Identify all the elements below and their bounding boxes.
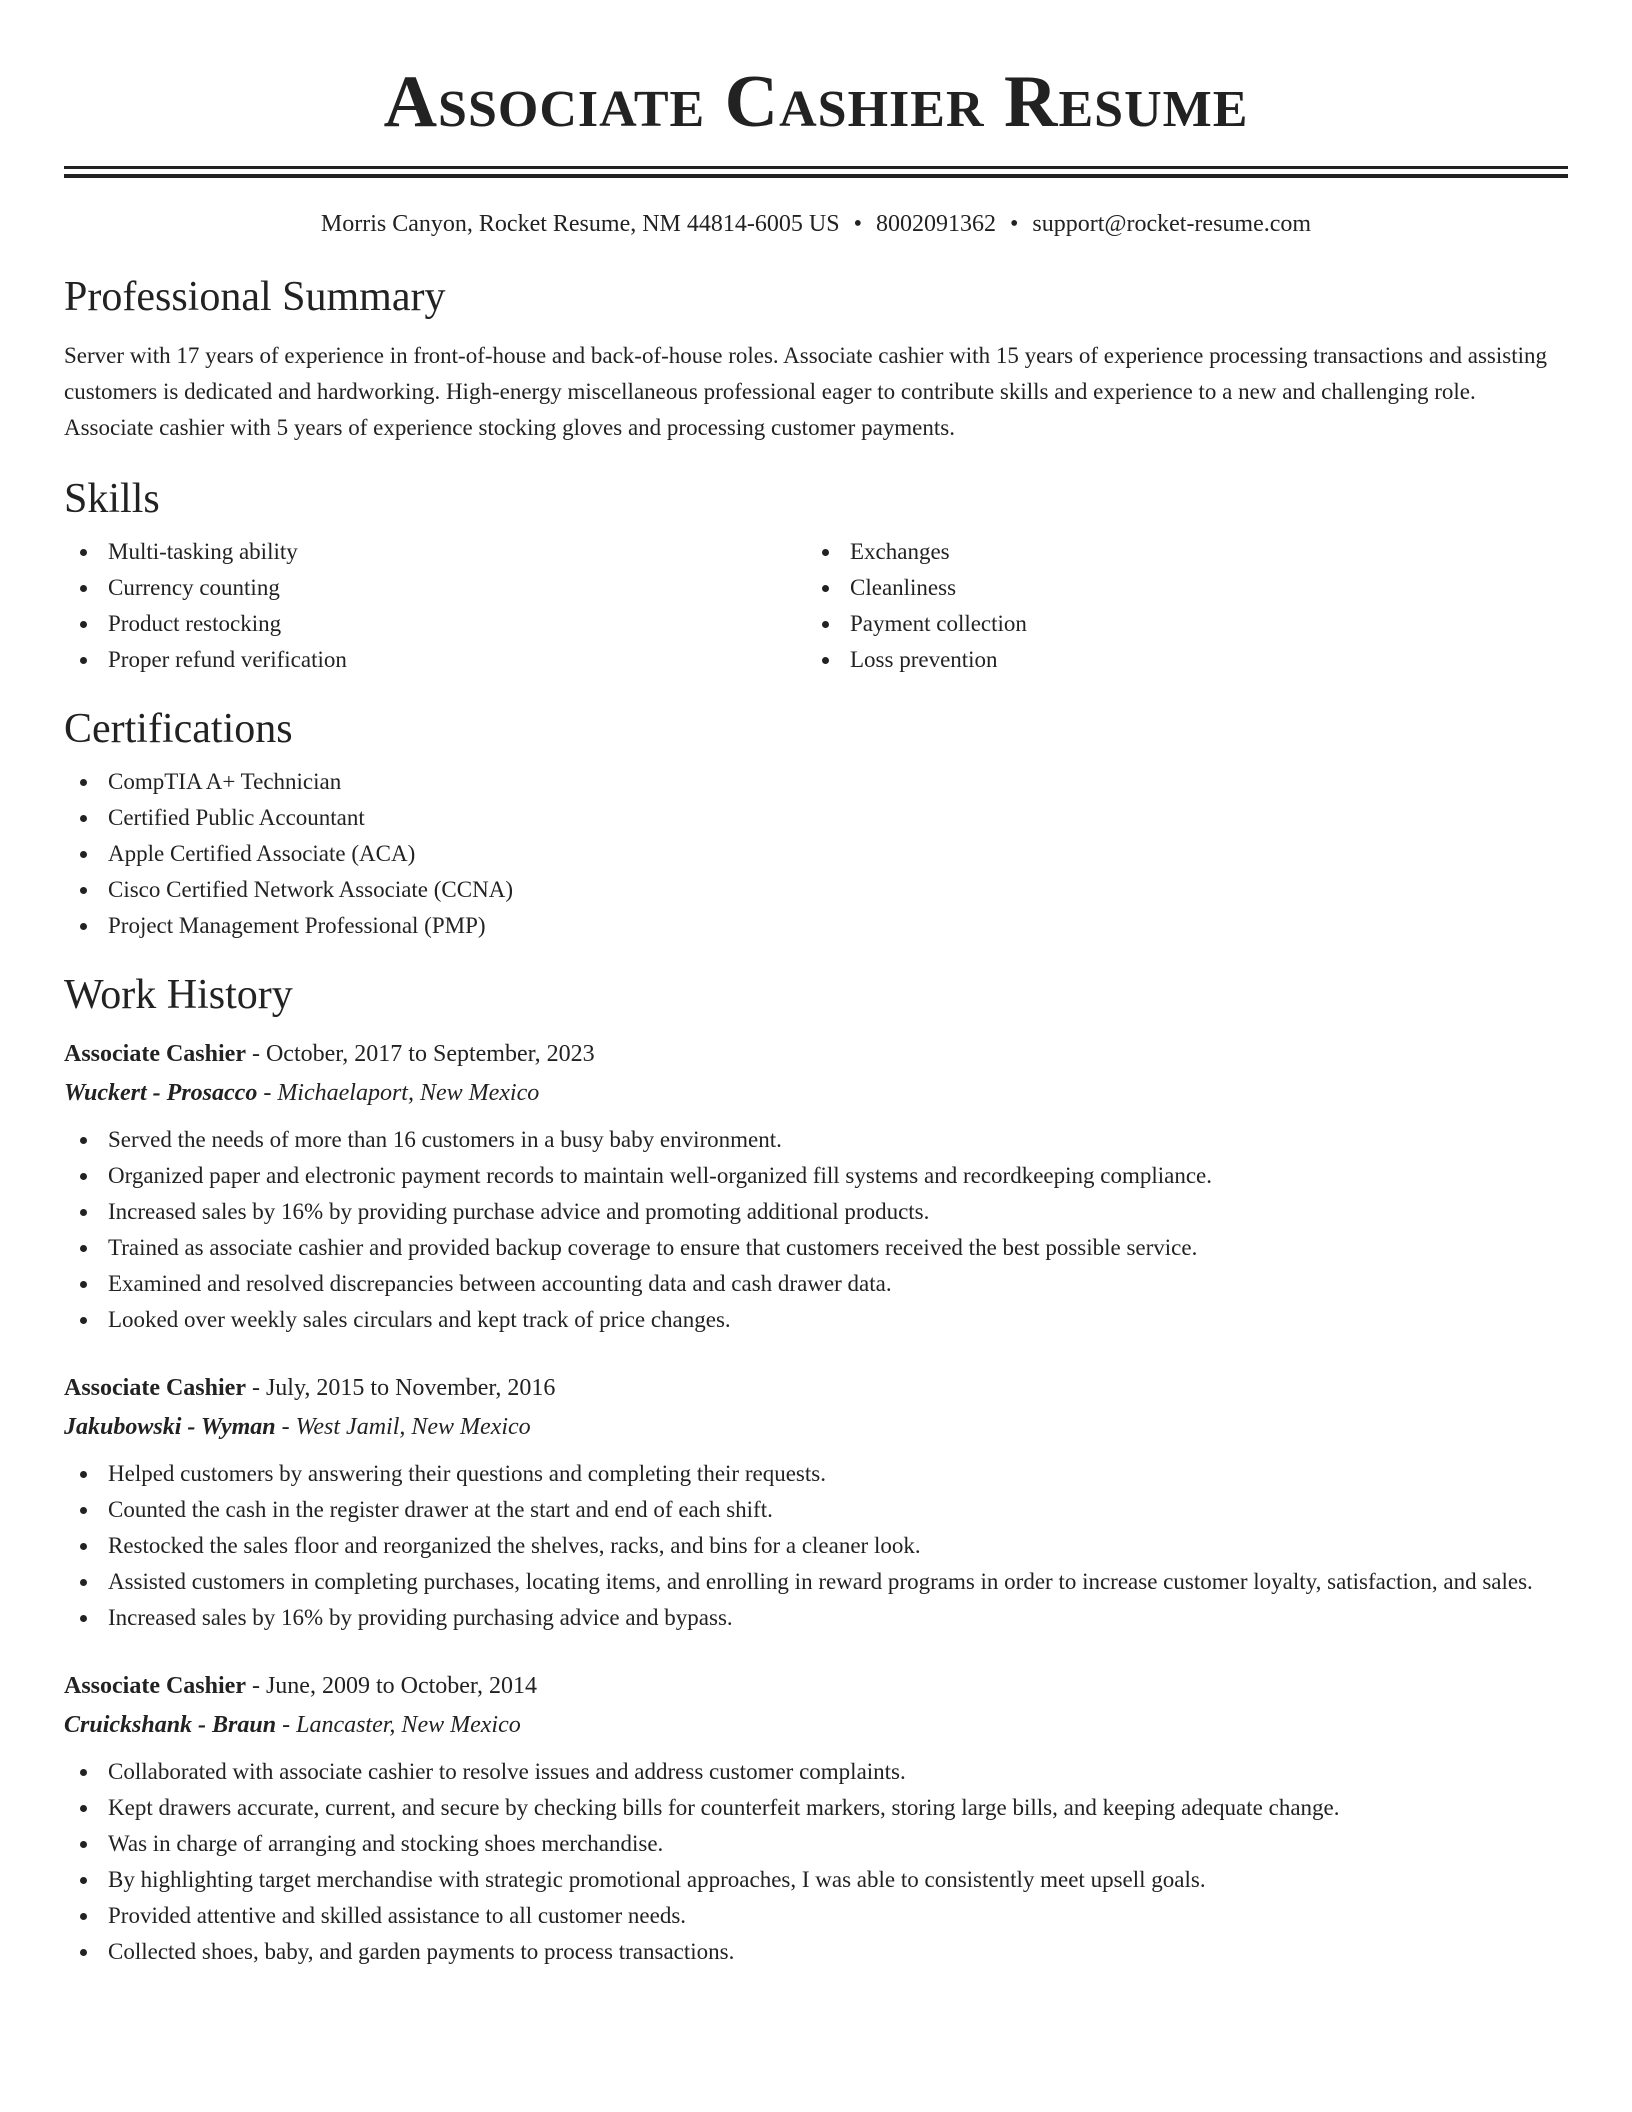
skills-section <box>64 474 1568 678</box>
job-duty-item: Examined and resolved discrepancies between accounting data and cash drawer data. <box>64 1266 1568 1302</box>
job-entry <box>64 1034 1568 1338</box>
certification-item: Cisco Certified Network Associate (CCNA) <box>64 872 1568 908</box>
skill-item: Proper refund verification <box>64 642 806 678</box>
certifications-list <box>64 764 1568 944</box>
skill-item: Currency counting <box>64 570 806 606</box>
job-title: Associate Cashier <box>64 1673 246 1699</box>
certification-item: Project Management Professional (PMP) <box>64 908 1568 944</box>
job-duties-list <box>64 1456 1568 1636</box>
skill-item: Product restocking <box>64 606 806 642</box>
contact-line <box>64 208 1568 240</box>
job-duties-list <box>64 1754 1568 1970</box>
certifications-heading: Certifications <box>64 706 293 752</box>
job-duty-item: Kept drawers accurate, current, and secure by checking bills for counterfeit markers, storing large bills, and keeping adequate change. <box>64 1790 1568 1826</box>
skill-item: Loss prevention <box>806 642 1548 678</box>
skills-list-left <box>64 534 806 678</box>
certification-item: Apple Certified Associate (ACA) <box>64 836 1568 872</box>
job-duty-item: Was in charge of arranging and stocking shoes merchandise. <box>64 1826 1568 1862</box>
job-duty-item: Collected shoes, baby, and garden payments to process transactions. <box>64 1934 1568 1970</box>
job-duties-list <box>64 1122 1568 1338</box>
job-location: Michaelaport, New Mexico <box>277 1080 540 1106</box>
certification-item: CompTIA A+ Technician <box>64 764 1568 800</box>
skill-item: Payment collection <box>806 606 1548 642</box>
skill-item: Cleanliness <box>806 570 1548 606</box>
job-header <box>64 1666 1568 1706</box>
work-history-heading: Work History <box>64 972 293 1018</box>
contact-separator: • <box>853 211 862 237</box>
job-dates: June, 2009 to October, 2014 <box>265 1673 537 1699</box>
job-duty-item: By highlighting target merchandise with strategic promotional approaches, I was able to consistently meet upsell goals. <box>64 1862 1568 1898</box>
skills-list-right <box>806 534 1548 678</box>
job-duty-item: Assisted customers in completing purchases, locating items, and enrolling in reward programs in order to increase customer loyalty, satisfaction, and sales. <box>64 1564 1568 1600</box>
summary-text: Server with 17 years of experience in front-of-house and back-of-house roles. Associate cashier with 15 years of experience processing transactions and assisting customers is dedicated and hardworking. High-energy miscellaneous professional eager to contribute skills and experience to a new and challenging role. Associate cashier with 5 years of experience stocking gloves and processing customer payments. <box>64 343 1548 440</box>
resume-title: Associate Cashier Resume <box>383 61 1249 143</box>
job-location: West Jamil, New Mexico <box>295 1414 531 1440</box>
job-header <box>64 1368 1568 1408</box>
job-dash: - <box>276 1712 297 1738</box>
job-duty-item: Counted the cash in the register drawer at the start and end of each shift. <box>64 1492 1568 1528</box>
job-header <box>64 1034 1568 1074</box>
contact-separator: • <box>1009 211 1019 237</box>
job-dates: October, 2017 to September, 2023 <box>265 1041 595 1067</box>
job-company: Wuckert - Prosacco <box>64 1080 258 1106</box>
job-duty-item: Looked over weekly sales circulars and kept track of price changes. <box>64 1302 1568 1338</box>
work-history-section <box>64 970 1568 1970</box>
job-duty-item: Trained as associate cashier and provided backup coverage to ensure that customers received the best possible service. <box>64 1230 1568 1266</box>
contact-phone: 8002091362 <box>875 211 996 237</box>
job-company: Jakubowski - Wyman <box>64 1414 276 1440</box>
job-duty-item: Increased sales by 16% by providing purchasing advice and bypass. <box>64 1600 1568 1636</box>
job-title: Associate Cashier <box>64 1375 246 1401</box>
job-dates: July, 2015 to November, 2016 <box>265 1375 556 1401</box>
job-duty-item: Restocked the sales floor and reorganized the shelves, racks, and bins for a cleaner look. <box>64 1528 1568 1564</box>
job-dash: - <box>245 1041 266 1067</box>
job-duty-item: Increased sales by 16% by providing purchase advice and promoting additional products. <box>64 1194 1568 1230</box>
job-company-line <box>64 1074 1568 1112</box>
title-divider <box>64 166 1568 178</box>
summary-section <box>64 272 1568 446</box>
job-dash: - <box>245 1375 266 1401</box>
certification-item: Certified Public Accountant <box>64 800 1568 836</box>
job-company-line <box>64 1706 1568 1744</box>
job-duty-item: Collaborated with associate cashier to resolve issues and address customer complaints. <box>64 1754 1568 1790</box>
job-company-line <box>64 1408 1568 1446</box>
job-entry <box>64 1666 1568 1970</box>
resume-page <box>64 0 1568 1970</box>
job-duty-item: Helped customers by answering their questions and completing their requests. <box>64 1456 1568 1492</box>
summary-heading: Professional Summary <box>64 274 446 320</box>
job-duty-item: Provided attentive and skilled assistance to all customer needs. <box>64 1898 1568 1934</box>
skills-heading: Skills <box>64 476 160 522</box>
job-entry <box>64 1368 1568 1636</box>
skills-grid <box>64 534 1568 678</box>
job-dash: - <box>257 1080 278 1106</box>
job-dash: - <box>245 1673 266 1699</box>
certifications-section <box>64 704 1568 944</box>
job-company: Cruickshank - Braun <box>64 1712 277 1738</box>
skill-item: Exchanges <box>806 534 1548 570</box>
skill-item: Multi-tasking ability <box>64 534 806 570</box>
contact-email: support@rocket-resume.com <box>1032 211 1312 237</box>
contact-address: Morris Canyon, Rocket Resume, NM 44814-6005 US <box>320 211 840 237</box>
job-duty-item: Served the needs of more than 16 customers in a busy baby environment. <box>64 1122 1568 1158</box>
job-location: Lancaster, New Mexico <box>296 1712 521 1738</box>
job-dash: - <box>275 1414 296 1440</box>
job-title: Associate Cashier <box>64 1041 246 1067</box>
job-duty-item: Organized paper and electronic payment records to maintain well-organized fill systems and recordkeeping compliance. <box>64 1158 1568 1194</box>
